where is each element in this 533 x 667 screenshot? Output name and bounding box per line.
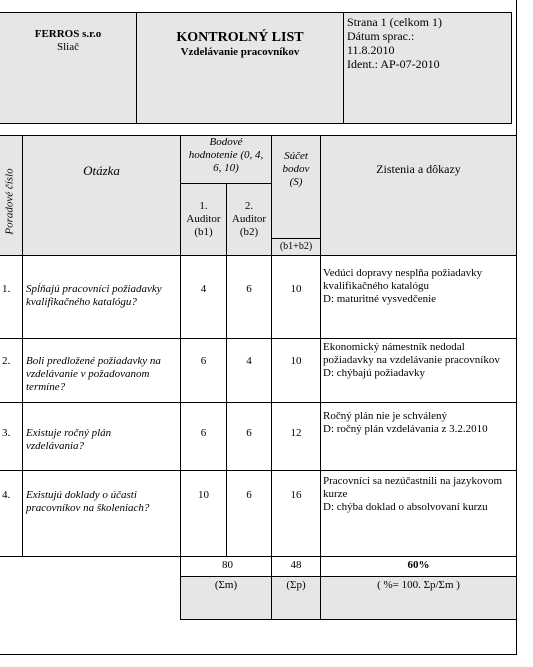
row2-b1: 6: [200, 355, 207, 367]
total-p: 48: [290, 559, 302, 571]
row4-question: Existujú doklady o účasti pracovníkov na školeniach?: [26, 489, 150, 514]
row4-b2: 6: [246, 489, 252, 501]
title-block: [137, 30, 343, 58]
date-label: Dátum sprac.:: [347, 29, 415, 43]
line-h6: [0, 556, 516, 557]
row4-evidence: D: chýba doklad o absolvovaní kurzu: [323, 501, 488, 513]
row1-findings: [323, 267, 513, 306]
row3-findings: [323, 410, 513, 436]
row1-evidence: D: maturitné vysvedčenie: [323, 293, 437, 305]
row3-b2: 6: [246, 427, 252, 439]
date-value: 11.8.2010: [347, 43, 395, 57]
doc-subtitle: Vzdelávanie pracovníkov: [180, 46, 300, 58]
auditor2-symbol: (b2): [239, 226, 259, 238]
auditor1-num: 1.: [199, 200, 208, 212]
line-h2: [0, 255, 516, 256]
header-divider-1: [136, 12, 137, 124]
meta-block: [347, 15, 512, 71]
label-sum-p: (Σp): [286, 579, 306, 591]
col-sucet: Súčet bodov (S): [282, 150, 310, 188]
row4-findings: [323, 475, 513, 514]
row2-findings: [323, 341, 513, 380]
right-frame: [516, 0, 517, 655]
col-sucet-formula: (b1+b2): [279, 241, 313, 252]
row3-sum: 12: [290, 427, 302, 439]
row4-number: 4.: [2, 489, 11, 501]
col-poradove: Poradové číslo: [3, 168, 16, 235]
row1-b1: 4: [200, 283, 207, 295]
col-zistenia: Zistenia a dôkazy: [376, 162, 461, 176]
auditor1-label: Auditor: [186, 213, 221, 225]
row4-finding: Pracovníci sa nezúčastnili na jazykovom kurze: [323, 475, 502, 500]
row2-number: 2.: [2, 355, 11, 367]
row1-sum: 10: [290, 283, 302, 295]
col-bodove: Bodové hodnotenie (0, 4, 6, 10): [188, 136, 264, 174]
header-divider-2: [343, 12, 344, 124]
row2-finding: Ekonomický námestník nedodal požiadavky na vzdelávanie pracovníkov: [323, 341, 500, 366]
line-h3: [0, 338, 516, 339]
line-h-sucet: [271, 238, 320, 239]
company-name: FERROS s.r.o: [34, 28, 102, 40]
row1-b2: 6: [246, 283, 252, 295]
auditor2-label: Auditor: [231, 213, 267, 225]
row1-number: 1.: [2, 283, 11, 295]
line-v1: [22, 135, 23, 556]
label-sum-m: (Σm): [214, 579, 238, 591]
col-auditor1: [181, 200, 226, 239]
total-m: 80: [222, 559, 233, 571]
row3-question: Existuje ročný plán vzdelávania?: [26, 427, 112, 452]
row3-b1: 6: [200, 427, 207, 439]
row2-question: Boli predložené požiadavky na vzdelávanie v požadovanom termíne?: [26, 355, 161, 393]
company-block: [0, 28, 136, 54]
col-auditor2: [227, 200, 271, 239]
row2-evidence: D: chýbajú požiadavky: [323, 367, 426, 379]
ident: Ident.: AP-07-2010: [347, 57, 440, 71]
company-city: Sliač: [57, 41, 79, 53]
row3-finding: Ročný plán nie je schválený: [323, 410, 448, 422]
row3-number: 3.: [2, 427, 11, 439]
line-h5: [0, 470, 516, 471]
auditor1-symbol: (b1): [194, 226, 213, 238]
line-v5: [320, 135, 321, 619]
line-h-bodove: [180, 183, 271, 184]
col-otazka: Otázka: [83, 163, 120, 178]
doc-title: KONTROLNÝ LIST: [176, 30, 304, 45]
row4-sum: 16: [290, 489, 302, 501]
auditor2-num: 2.: [244, 200, 254, 212]
bottom-frame: [0, 654, 517, 655]
row1-question: Spĺňajú pracovníci požiadavky kvalifikačného katalógu?: [26, 283, 162, 308]
label-pct-formula: ( %= 100. Σp/Σm ): [377, 579, 460, 591]
row2-b2: 4: [246, 355, 252, 367]
row3-evidence: D: ročný plán vzdelávania z 3.2.2010: [323, 423, 488, 435]
page-number: Strana 1 (celkom 1): [347, 15, 442, 29]
total-pct: 60%: [407, 559, 430, 571]
row4-b1: 10: [198, 489, 209, 501]
row1-finding: Vedúci dopravy nesplňa požiadavky kvalifikačného katalógu: [323, 267, 483, 292]
line-h8: [180, 619, 516, 620]
line-h4: [0, 402, 516, 403]
line-v4: [271, 135, 272, 619]
row2-sum: 10: [290, 355, 302, 367]
